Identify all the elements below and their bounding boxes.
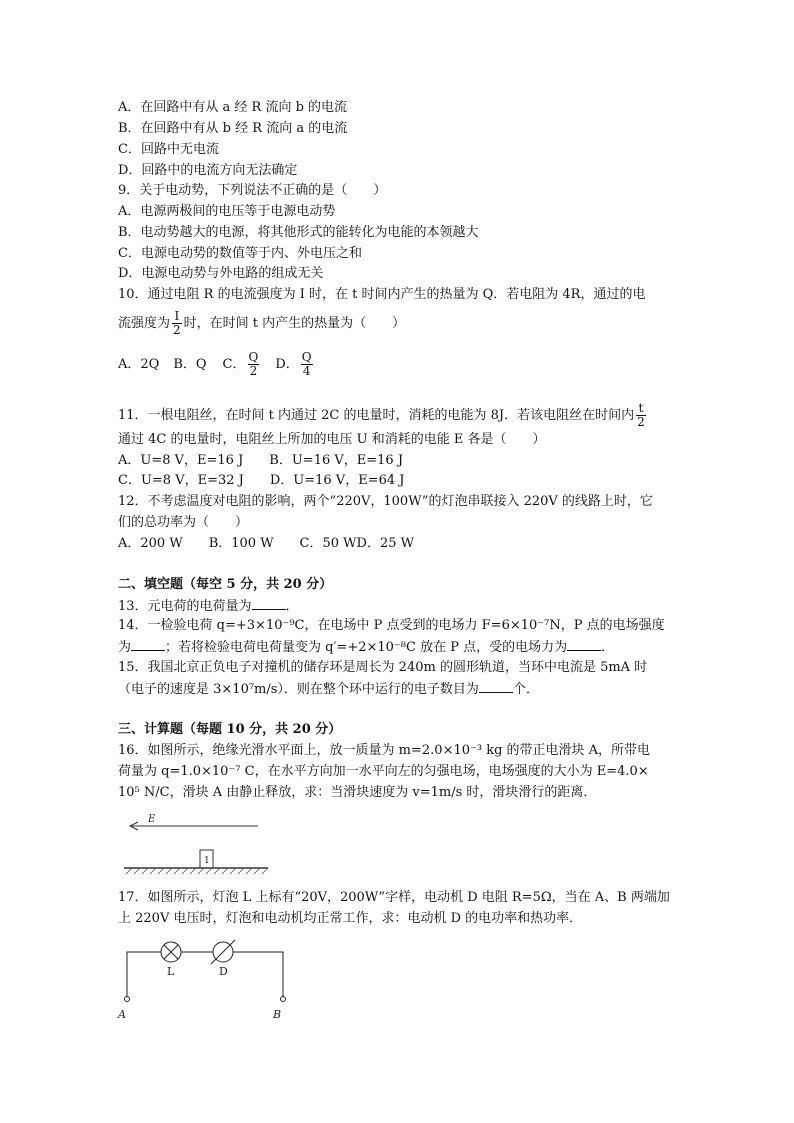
q15-line2-post: 个．	[512, 682, 539, 697]
q17-line2: 上 220V 电压时，灯泡和电动机均正常工作，求：电动机 D 的电功率和热功率．	[118, 911, 583, 926]
q10-option-b: B．Q	[173, 357, 207, 372]
q16-line1: 16．如图所示，绝缘光滑水平面上，放一质量为 m=2.0×10⁻³ kg 的带正电滑块 A，所带电	[118, 743, 651, 758]
fraction-denominator: 4	[302, 364, 311, 378]
terminal-a-icon	[125, 997, 130, 1002]
answer-blank	[479, 680, 513, 693]
answer-blank	[567, 638, 601, 651]
fraction-numerator: Q	[248, 350, 259, 364]
q10-options	[118, 351, 315, 378]
answer-blank	[252, 597, 286, 610]
q8-option-a: A．在回路中有从 a 经 R 流向 b 的电流	[118, 100, 348, 115]
block-label: 1	[204, 856, 210, 866]
q17-line1: 17．如图所示，灯泡 L 上标有“20V，200W”字样，电动机 D 电阻 R=5Ω，当在 A、B 两端加	[118, 890, 670, 905]
motor-icon	[211, 940, 235, 964]
terminal-a-label: A	[118, 1008, 126, 1021]
q17-circuit-figure	[115, 932, 295, 1024]
section2-heading: 二、填空题（每空 5 分，共 20 分）	[118, 577, 333, 592]
q10-current-fraction	[172, 310, 182, 337]
q15-line2	[118, 680, 539, 698]
fraction-denominator: 2	[637, 415, 645, 429]
q10-stem-line2-post: 时，在时间 t 内产生的热量为（ ）	[183, 316, 406, 331]
q14-line2-pre: 为	[118, 640, 132, 655]
q8-option-d: D．回路中的电流方向无法确定	[118, 163, 298, 178]
circuit-wire	[127, 952, 283, 996]
q9-stem: 9．关于电动势，下列说法不正确的是（ ）	[118, 183, 387, 198]
q10-stem-line1: 10．通过电阻 R 的电流强度为 I 时，在 t 时间内产生的热量为 Q．若电阻为 4R，通过的电	[118, 287, 646, 302]
q9-option-b: B．电动势越大的电源，将其他形式的能转化为电能的本领越大	[118, 225, 479, 240]
answer-blank	[131, 638, 165, 651]
q11-time-fraction	[636, 402, 646, 429]
q10-stem-line2	[118, 310, 405, 337]
fraction-numerator: I	[172, 310, 182, 324]
field-label: E	[148, 814, 156, 825]
q16-line3: 10⁵ N/C，滑块 A 由静止释放，求：当滑块速度为 v=1m/s 时，滑块滑行的距离．	[118, 785, 597, 800]
section3-heading: 三、计算题（每题 10 分，共 20 分）	[118, 722, 342, 737]
fraction-numerator: Q	[301, 350, 312, 364]
q10-stem-line2-pre: 流强度为	[118, 316, 171, 331]
q16-figure	[118, 810, 278, 880]
q13-text	[118, 597, 299, 615]
q10-option-c-label: C．	[222, 357, 246, 372]
q11-stem-line2: 通过 4C 的电量时，电阻丝上所加的电压 U 和消耗的电能 E 各是（ ）	[118, 432, 546, 447]
fraction-denominator: 2	[249, 364, 258, 378]
lamp-icon	[161, 942, 181, 962]
lamp-label: L	[167, 965, 175, 978]
q9-option-d: D．电源电动势与外电路的组成无关	[118, 266, 324, 281]
q14-line2	[118, 638, 614, 656]
q13-post: ．	[285, 599, 299, 614]
q11-options-ab: A．U=8 V，E=16 J B．U=16 V，E=16 J	[118, 453, 404, 468]
terminal-b-icon	[281, 997, 286, 1002]
q11-stem-line1-text: 11．一根电阻丝，在时间 t 内通过 2C 的电量时，消耗的电能为 8J．若该电阻丝在时间内	[118, 408, 635, 423]
q16-line2: 荷量为 q=1.0×10⁻⁷ C，在水平方向加一水平向左的匀强电场，电场强度的大小为 E=4.0×	[118, 764, 649, 779]
q13-pre: 13．元电荷的电荷量为	[118, 599, 252, 614]
motor-label: D	[219, 965, 228, 978]
q14-line2-mid: ；若将检验电荷电荷量变为 q′=+2×10⁻⁸C 放在 P 点，受的电场力为	[165, 640, 568, 655]
q9-option-a: A．电源两极间的电压等于电源电动势	[118, 204, 336, 219]
q11-stem-line1	[118, 402, 648, 429]
q12-options: A．200 W B．100 W C．50 WD．25 W	[118, 536, 414, 551]
q12-stem-line1: 12．不考虑温度对电阻的影响，两个“220V，100W”的灯泡串联接入 220V 的线路上时，它	[118, 494, 653, 509]
q9-option-c: C．电源电动势的数值等于内、外电压之和	[118, 246, 362, 261]
terminal-b-label: B	[273, 1008, 282, 1021]
q14-line1: 14．一检验电荷 q=+3×10⁻⁹C，在电场中 P 点受到的电场力 F=6×10⁻⁷N，P 点的电场强度	[118, 618, 665, 633]
q15-line2-pre: （电子的速度是 3×10⁷m/s）．则在整个环中运行的电子数目为	[118, 682, 479, 697]
q11-options-cd: C．U=8 V，E=32 J D．U=16 V，E=64 J	[118, 473, 405, 488]
q10-option-d-fraction	[301, 351, 313, 378]
q12-stem-line2: 们的总功率为（ ）	[118, 515, 249, 530]
ground-hatch	[126, 868, 268, 874]
q15-line1: 15．我国北京正负电子对撞机的储存环是周长为 240m 的圆形轨道，当环中电流是 5mA 时	[118, 660, 648, 675]
q10-option-a: A．2Q	[118, 357, 160, 372]
q10-option-c-fraction	[248, 351, 260, 378]
q8-option-b: B．在回路中有从 b 经 R 流向 a 的电流	[118, 121, 348, 136]
fraction-denominator: 2	[173, 323, 181, 337]
fraction-numerator: t	[636, 402, 646, 416]
q14-line2-post: ．	[601, 640, 615, 655]
q10-option-d-label: D．	[275, 357, 299, 372]
q8-option-c: C．回路中无电流	[118, 142, 219, 157]
